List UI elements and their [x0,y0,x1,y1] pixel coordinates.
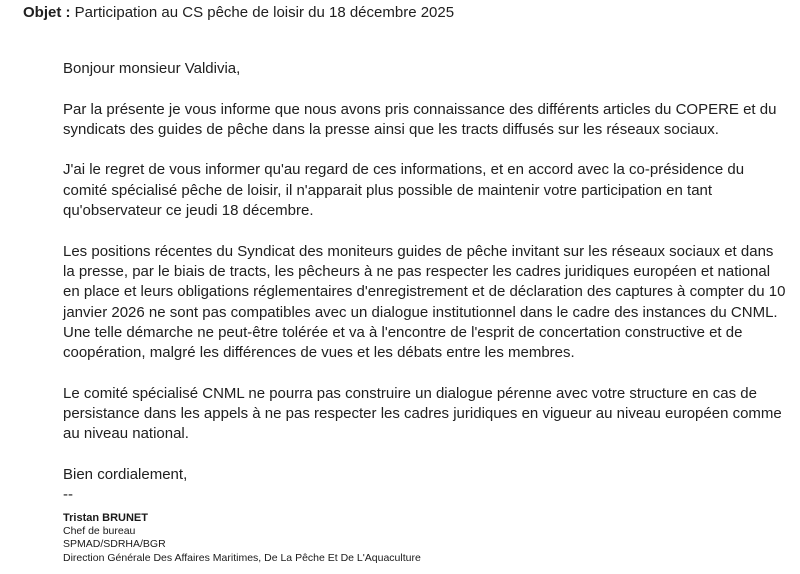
paragraph-3: Les positions récentes du Syndicat des moniteurs guides de pêche invitant sur les réseaux sociaux et dans la presse, par le biais de tracts, les pêcheurs à ne pas respecter les cadres juridiques européen et national en place et leurs obligations réglementaires d'enregistrement et de déclaration des captures à compter du 10 janvier 2026 ne sont pas compatibles avec un dialogue institutionnel dans le cadre des instances du CNML. Une telle démarche ne peut-être tolérée et va à l'encontre de l'esprit de concertation constructive et de coopération, malgré les différences de vues et les débats entre les membres. [63,242,786,362]
greeting: Bonjour monsieur Valdivia, [63,60,241,77]
subject-line [23,3,454,23]
signature-direction: Direction Générale Des Affaires Maritimes, De La Pêche Et De L'Aquaculture [63,551,421,564]
signature-name: Tristan BRUNET [63,512,148,524]
closing: Bien cordialement, [63,465,188,483]
signature-separator: -- [63,486,73,504]
paragraph-4: Le comité spécialisé CNML ne pourra pas construire un dialogue pérenne avec votre structure en cas de persistance dans les appels à ne pas respecter les cadres juridiques en vigueur au niveau européen comme au niveau national. [63,384,782,443]
paragraph-1: Par la présente je vous informe que nous avons pris connaissance des différents articles du COPERE et du syndicats des guides de pêche dans la presse ainsi que les tracts diffusés sur les réseaux sociaux. [63,100,777,138]
signature-unit: SPMAD/SDRHA/BGR [63,538,166,551]
email-body [63,59,788,506]
signature-block [63,512,421,565]
subject-text: Participation au CS pêche de loisir du 18 décembre 2025 [74,4,455,21]
paragraph-2: J'ai le regret de vous informer qu'au regard de ces informations, et en accord avec la co-présidence du comité spécialisé pêche de loisir, il n'apparait plus possible de maintenir votre participation en tant qu'observateur ce jeudi 18 décembre. [63,161,745,220]
subject-label: Objet : [23,4,71,21]
signature-title: Chef de bureau [63,525,136,538]
